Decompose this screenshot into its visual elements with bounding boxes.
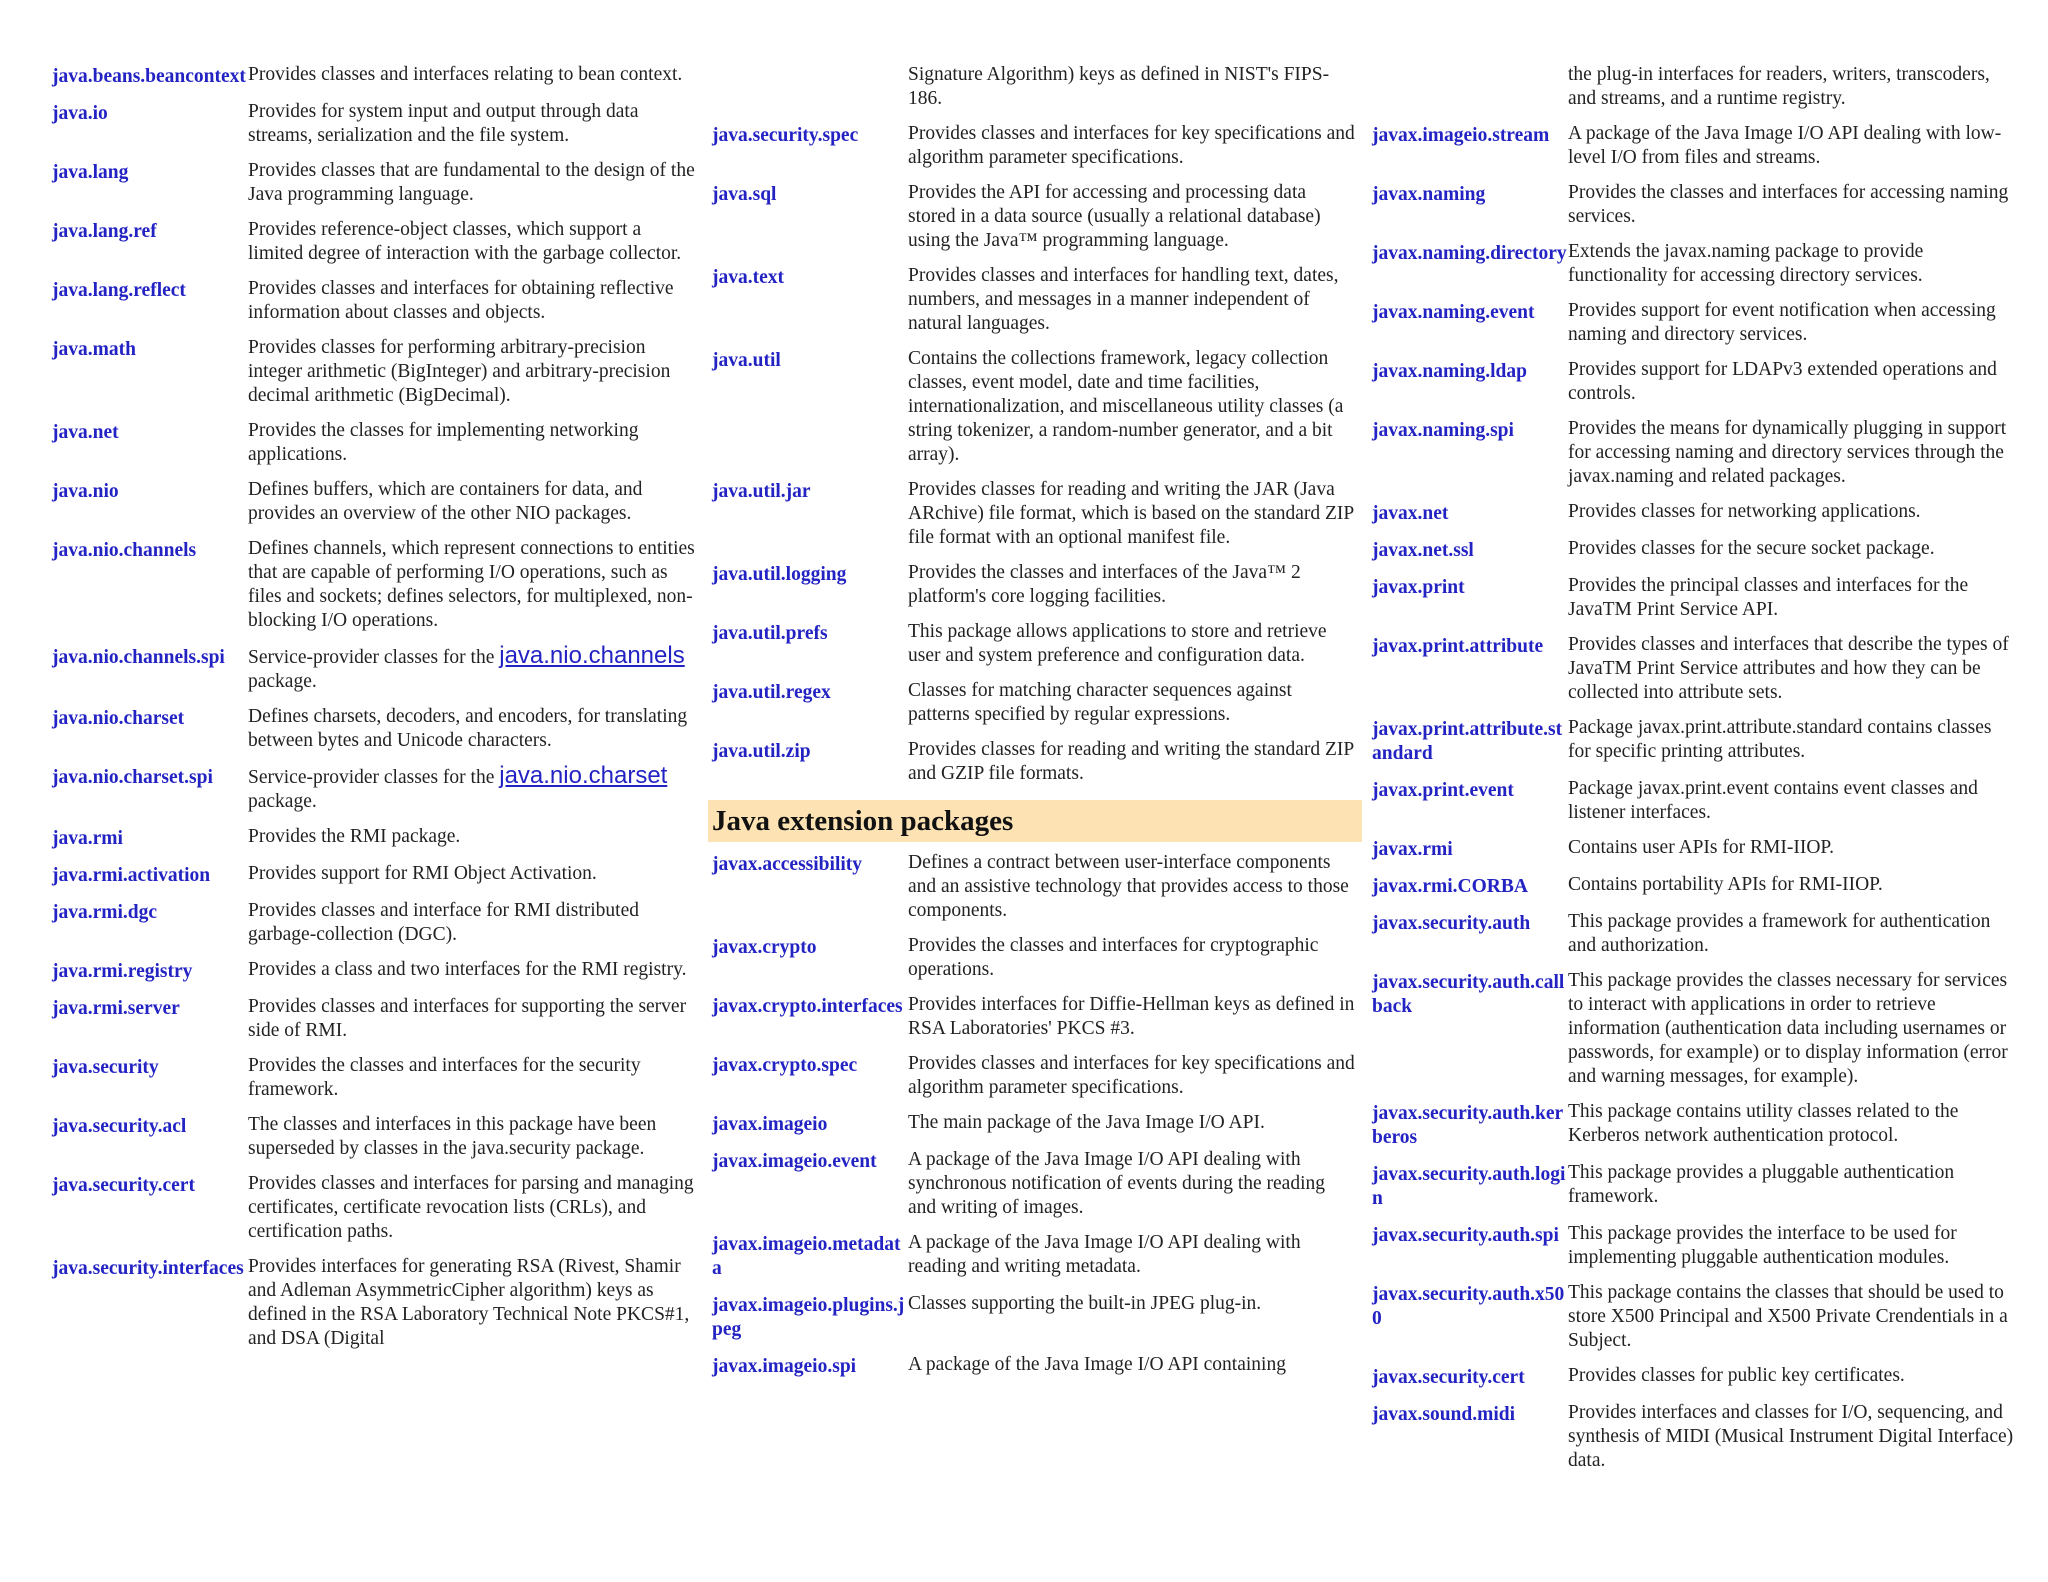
package-name-link[interactable]: javax.naming.spi bbox=[1372, 420, 1514, 441]
package-description: A package of the Java Image I/O API dealing with low-level I/O from files and streams. bbox=[1568, 123, 2002, 168]
package-description: Classes for matching character sequences against patterns specified by regular expressions. bbox=[908, 680, 1292, 725]
package-description: Contains portability APIs for RMI-IIOP. bbox=[1568, 874, 1883, 895]
package-row bbox=[712, 1108, 1362, 1145]
package-name-link[interactable]: javax.imageio.event bbox=[712, 1151, 877, 1172]
package-row bbox=[52, 60, 702, 97]
package-name-link[interactable]: java.util.jar bbox=[712, 481, 811, 502]
package-name-link[interactable]: javax.naming.ldap bbox=[1372, 361, 1527, 382]
package-name-link[interactable]: javax.security.auth bbox=[1372, 913, 1531, 934]
package-name-link[interactable]: java.rmi.server bbox=[52, 998, 180, 1019]
package-name-link[interactable]: javax.net bbox=[1372, 503, 1449, 524]
package-row bbox=[712, 178, 1362, 261]
package-name-link[interactable]: java.util.regex bbox=[712, 682, 831, 703]
package-row bbox=[1372, 907, 2022, 966]
package-row bbox=[712, 1350, 1362, 1387]
package-row bbox=[52, 896, 702, 955]
package-name-link[interactable]: javax.naming.directory bbox=[1372, 243, 1567, 264]
column-1 bbox=[52, 60, 702, 1359]
package-description: Provides the API for accessing and processing data stored in a data source (usually a relational database) using the Java™ programming language. bbox=[908, 182, 1321, 251]
package-name-link[interactable]: java.rmi.dgc bbox=[52, 902, 158, 923]
package-description: Provides classes and interfaces that describe the types of JavaTM Print Service attributes and how they can be collected into attribute sets. bbox=[1568, 634, 2009, 703]
section-heading: Java extension packages bbox=[708, 800, 1362, 842]
package-name-link[interactable]: java.nio.channels bbox=[52, 540, 197, 561]
package-name-link[interactable]: java.rmi.activation bbox=[52, 865, 211, 886]
package-name-link[interactable]: java.security.interfaces bbox=[52, 1258, 244, 1279]
package-description: Provides classes and interfaces for obtaining reflective information about classes and objects. bbox=[248, 278, 674, 323]
package-name-link[interactable]: java.util bbox=[712, 350, 781, 371]
package-row bbox=[52, 97, 702, 156]
package-name-link[interactable]: javax.rmi bbox=[1372, 839, 1453, 860]
package-row bbox=[52, 702, 702, 761]
package-description: Provides interfaces and classes for I/O, sequencing, and synthesis of MIDI (Musical Instrument Digital Interface) data. bbox=[1568, 1402, 2014, 1471]
package-name-link[interactable]: javax.imageio.spi bbox=[712, 1356, 857, 1377]
package-description: Contains user APIs for RMI-IIOP. bbox=[1568, 837, 1834, 858]
package-description: Provides classes for reading and writing the standard ZIP and GZIP file formats. bbox=[908, 739, 1354, 784]
package-description: The classes and interfaces in this package have been superseded by classes in the java.security package. bbox=[248, 1114, 657, 1159]
package-row bbox=[1372, 713, 2022, 774]
package-description: Provides the means for dynamically plugging in support for accessing naming and directory services through the javax.naming and related packages. bbox=[1568, 418, 2007, 487]
package-row bbox=[52, 822, 702, 859]
package-description: Provides classes and interfaces relating to bean context. bbox=[248, 64, 683, 85]
package-row bbox=[1372, 774, 2022, 833]
package-name-link[interactable]: java.security.cert bbox=[52, 1175, 195, 1196]
package-name-link[interactable]: java.lang.reflect bbox=[52, 280, 186, 301]
package-description: Provides the classes and interfaces of the Java™ 2 platform's core logging facilities. bbox=[908, 562, 1301, 607]
package-row bbox=[1372, 870, 2022, 907]
package-description: Provides support for LDAPv3 extended operations and controls. bbox=[1568, 359, 1997, 404]
package-description bbox=[248, 644, 702, 694]
package-name-link[interactable]: java.rmi.registry bbox=[52, 961, 193, 982]
package-row bbox=[52, 416, 702, 475]
package-row bbox=[712, 119, 1362, 178]
package-description: Provides classes for networking applications. bbox=[1568, 501, 1921, 522]
package-link[interactable]: java.nio.charset bbox=[499, 762, 668, 789]
package-row bbox=[712, 735, 1362, 794]
package-name-link[interactable]: java.math bbox=[52, 339, 136, 360]
package-name-link[interactable]: java.text bbox=[712, 267, 785, 288]
package-row bbox=[1372, 497, 2022, 534]
extension-packages bbox=[712, 848, 1362, 1387]
package-row bbox=[712, 475, 1362, 558]
package-description: Provides classes and interfaces for handling text, dates, numbers, and messages in a manner independent of natural languages. bbox=[908, 265, 1339, 334]
package-description: Provides classes and interfaces for parsing and managing certificates, certificate revocation lists (CRLs), and certification paths. bbox=[248, 1173, 694, 1242]
column-3 bbox=[1372, 60, 2022, 1481]
package-row bbox=[52, 641, 702, 702]
package-row bbox=[52, 1169, 702, 1252]
package-name-link[interactable]: javax.naming.event bbox=[1372, 302, 1535, 323]
package-row bbox=[1372, 1158, 2022, 1219]
package-description: Provides the classes and interfaces for accessing naming services. bbox=[1568, 182, 2009, 227]
package-row bbox=[712, 617, 1362, 676]
package-description: Provides support for RMI Object Activation. bbox=[248, 863, 597, 884]
package-name-link[interactable]: javax.net.ssl bbox=[1372, 540, 1474, 561]
package-description: the plug-in interfaces for readers, writers, transcoders, and streams, and a runtime registry. bbox=[1568, 64, 1990, 109]
package-name-link[interactable]: javax.security.auth.login bbox=[1372, 1164, 1566, 1209]
package-name-link[interactable]: java.util.zip bbox=[712, 741, 811, 762]
package-description: Provides classes for the secure socket package. bbox=[1568, 538, 1935, 559]
core-packages-continued bbox=[712, 60, 1362, 794]
package-name-link[interactable]: java.lang bbox=[52, 162, 129, 183]
package-row bbox=[712, 931, 1362, 990]
package-row bbox=[712, 990, 1362, 1049]
package-row bbox=[1372, 1097, 2022, 1158]
package-row bbox=[712, 1228, 1362, 1289]
package-description: Provides classes that are fundamental to the design of the Java programming language. bbox=[248, 160, 695, 205]
package-name-link[interactable]: javax.security.auth.spi bbox=[1372, 1225, 1559, 1246]
description-text: package. bbox=[248, 791, 317, 812]
package-name-link[interactable]: javax.imageio.plugins.jpeg bbox=[712, 1295, 905, 1340]
package-name-link[interactable]: java.beans.beancontext bbox=[52, 66, 246, 87]
package-description: Provides classes for public key certificates. bbox=[1568, 1365, 1905, 1386]
package-description: Provides support for event notification when accessing naming and directory services. bbox=[1568, 300, 1996, 345]
package-description: A package of the Java Image I/O API dealing with synchronous notification of events during the reading and writing of images. bbox=[908, 1149, 1325, 1218]
package-row bbox=[1372, 1219, 2022, 1278]
package-description bbox=[248, 764, 702, 814]
package-description: Contains the collections framework, legacy collection classes, event model, date and time facilities, internationalization, and miscellaneous utility classes (a string tokenizer, a random-number generator, and a bit array). bbox=[908, 348, 1344, 465]
package-row bbox=[1372, 833, 2022, 870]
package-row bbox=[1372, 966, 2022, 1097]
package-row bbox=[52, 1051, 702, 1110]
description-text: Service-provider classes for the bbox=[248, 647, 500, 668]
package-name-link[interactable]: java.nio bbox=[52, 481, 119, 502]
package-row bbox=[52, 992, 702, 1051]
package-row bbox=[1372, 237, 2022, 296]
package-row bbox=[712, 1145, 1362, 1228]
package-row bbox=[712, 344, 1362, 475]
package-description: Package javax.print.attribute.standard contains classes for specific printing attributes. bbox=[1568, 717, 1992, 762]
package-description: This package contains the classes that should be used to store X500 Principal and X500 Private Crendentials in a Subject. bbox=[1568, 1282, 2008, 1351]
package-name-link[interactable]: java.util.logging bbox=[712, 564, 847, 585]
package-name-link[interactable]: java.net bbox=[52, 422, 119, 443]
package-row bbox=[712, 261, 1362, 344]
package-name-link[interactable]: javax.print.attribute bbox=[1372, 636, 1544, 657]
package-row bbox=[1372, 1361, 2022, 1398]
package-row bbox=[52, 215, 702, 274]
package-description: Defines charsets, decoders, and encoders, for translating between bytes and Unicode characters. bbox=[248, 706, 688, 751]
package-description: The main package of the Java Image I/O API. bbox=[908, 1112, 1265, 1133]
package-row bbox=[712, 848, 1362, 931]
package-description: Provides a class and two interfaces for the RMI registry. bbox=[248, 959, 687, 980]
package-description: This package provides the interface to be used for implementing pluggable authentication modules. bbox=[1568, 1223, 1957, 1268]
package-row bbox=[1372, 630, 2022, 713]
package-name-link[interactable]: java.security bbox=[52, 1057, 159, 1078]
package-description: Provides the classes for implementing networking applications. bbox=[248, 420, 639, 465]
package-description: Provides classes and interfaces for key specifications and algorithm parameter specifications. bbox=[908, 1053, 1355, 1098]
package-row bbox=[1372, 60, 2022, 119]
package-row bbox=[52, 475, 702, 534]
package-name-link[interactable]: java.util.prefs bbox=[712, 623, 828, 644]
package-row bbox=[712, 558, 1362, 617]
package-description: Provides the principal classes and interfaces for the JavaTM Print Service API. bbox=[1568, 575, 1969, 620]
package-description: A package of the Java Image I/O API dealing with reading and writing metadata. bbox=[908, 1232, 1301, 1277]
package-row bbox=[52, 955, 702, 992]
package-row bbox=[712, 1049, 1362, 1108]
package-name-link[interactable]: java.nio.channels.spi bbox=[52, 647, 225, 668]
package-description: This package provides a pluggable authentication framework. bbox=[1568, 1162, 1955, 1207]
package-name-link[interactable]: java.sql bbox=[712, 184, 777, 205]
package-name-link[interactable]: java.security.spec bbox=[712, 125, 859, 146]
package-row bbox=[1372, 534, 2022, 571]
package-description: Signature Algorithm) keys as defined in NIST's FIPS-186. bbox=[908, 64, 1330, 109]
package-name-link[interactable]: java.io bbox=[52, 103, 108, 124]
package-row bbox=[1372, 119, 2022, 178]
package-row bbox=[1372, 414, 2022, 497]
package-name-link[interactable]: javax.naming bbox=[1372, 184, 1486, 205]
package-description: Provides interfaces for generating RSA (Rivest, Shamir and Adleman AsymmetricCipher algorithm) keys as defined in the RSA Laboratory Technical Note PKCS#1, and DSA (Digital bbox=[248, 1256, 690, 1349]
package-row bbox=[1372, 296, 2022, 355]
package-name-link[interactable]: javax.crypto.spec bbox=[712, 1055, 858, 1076]
package-description: Provides for system input and output through data streams, serialization and the file system. bbox=[248, 101, 639, 146]
package-description: Provides classes and interfaces for supporting the server side of RMI. bbox=[248, 996, 687, 1041]
package-row bbox=[52, 761, 702, 822]
package-description: Defines channels, which represent connections to entities that are capable of performing I/O operations, such as files and sockets; defines selectors, for multiplexed, non-blocking I/O operations. bbox=[248, 538, 695, 631]
package-link[interactable]: java.nio.channels bbox=[499, 642, 685, 669]
package-description: Defines buffers, which are containers for data, and provides an overview of the other NIO packages. bbox=[248, 479, 643, 524]
package-name-link[interactable]: javax.imageio.metadata bbox=[712, 1234, 901, 1279]
package-name-link[interactable]: javax.print bbox=[1372, 577, 1465, 598]
package-row bbox=[1372, 571, 2022, 630]
package-description: Provides classes and interface for RMI distributed garbage-collection (DGC). bbox=[248, 900, 639, 945]
package-row bbox=[52, 859, 702, 896]
package-name-link[interactable]: javax.print.attribute.standard bbox=[1372, 719, 1563, 764]
package-description: Provides the RMI package. bbox=[248, 826, 461, 847]
description-text: package. bbox=[248, 671, 317, 692]
package-row bbox=[1372, 178, 2022, 237]
package-row bbox=[52, 1110, 702, 1169]
package-row bbox=[52, 1252, 702, 1359]
package-name-link[interactable]: java.security.acl bbox=[52, 1116, 187, 1137]
package-name-link[interactable]: javax.imageio bbox=[712, 1114, 828, 1135]
package-description: This package provides a framework for authentication and authorization. bbox=[1568, 911, 1991, 956]
package-row bbox=[1372, 355, 2022, 414]
package-name-link[interactable]: javax.sound.midi bbox=[1372, 1404, 1516, 1425]
package-row bbox=[712, 1289, 1362, 1350]
package-row bbox=[1372, 1398, 2022, 1481]
package-description: Provides classes for reading and writing the JAR (Java ARchive) file format, which is based on the standard ZIP file format with an optional manifest file. bbox=[908, 479, 1354, 548]
package-row bbox=[52, 274, 702, 333]
package-description: Extends the javax.naming package to provide functionality for accessing directory services. bbox=[1568, 241, 1924, 286]
package-name-link[interactable]: javax.accessibility bbox=[712, 854, 863, 875]
package-description: A package of the Java Image I/O API containing bbox=[908, 1354, 1286, 1375]
package-name-link[interactable]: javax.print.event bbox=[1372, 780, 1514, 801]
package-description: Defines a contract between user-interface components and an assistive technology that provides access to those components. bbox=[908, 852, 1349, 921]
package-name-link[interactable]: javax.rmi.CORBA bbox=[1372, 876, 1528, 897]
package-description: Provides the classes and interfaces for the security framework. bbox=[248, 1055, 641, 1100]
package-name-link[interactable]: java.nio.charset bbox=[52, 708, 185, 729]
package-name-link[interactable]: javax.imageio.stream bbox=[1372, 125, 1550, 146]
package-name-link[interactable]: java.lang.ref bbox=[52, 221, 157, 242]
column-2 bbox=[712, 60, 1362, 1387]
package-description: Provides interfaces for Diffie-Hellman keys as defined in RSA Laboratories' PKCS #3. bbox=[908, 994, 1355, 1039]
package-row bbox=[52, 156, 702, 215]
package-description: Provides classes for performing arbitrary-precision integer arithmetic (BigInteger) and arbitrary-precision decimal arithmetic (BigDecimal). bbox=[248, 337, 671, 406]
package-description: Provides classes and interfaces for key specifications and algorithm parameter specifications. bbox=[908, 123, 1355, 168]
package-description: This package contains utility classes related to the Kerberos network authentication protocol. bbox=[1568, 1101, 1959, 1146]
package-row bbox=[712, 676, 1362, 735]
package-name-link[interactable]: javax.security.auth.callback bbox=[1372, 972, 1565, 1017]
package-description: Package javax.print.event contains event classes and listener interfaces. bbox=[1568, 778, 1978, 823]
package-name-link[interactable]: javax.crypto bbox=[712, 937, 817, 958]
package-row bbox=[712, 60, 1362, 119]
package-name-link[interactable]: javax.security.cert bbox=[1372, 1367, 1525, 1388]
package-row bbox=[52, 333, 702, 416]
package-description: Provides the classes and interfaces for cryptographic operations. bbox=[908, 935, 1319, 980]
package-description: This package allows applications to store and retrieve user and system preference and configuration data. bbox=[908, 621, 1327, 666]
package-description: Classes supporting the built-in JPEG plug-in. bbox=[908, 1293, 1262, 1314]
package-name-link[interactable]: javax.security.auth.x500 bbox=[1372, 1284, 1565, 1329]
package-name-link[interactable]: javax.crypto.interfaces bbox=[712, 996, 903, 1017]
description-text: Service-provider classes for the bbox=[248, 767, 500, 788]
package-description: Provides reference-object classes, which support a limited degree of interaction with the garbage collector. bbox=[248, 219, 682, 264]
package-description: This package provides the classes necessary for services to interact with applications in order to retrieve information (authentication data including usernames or passwords, for example) or to display information (error and warning messages, for example). bbox=[1568, 970, 2008, 1087]
package-name-link[interactable]: java.nio.charset.spi bbox=[52, 767, 213, 788]
package-row bbox=[1372, 1278, 2022, 1361]
package-name-link[interactable]: java.rmi bbox=[52, 828, 123, 849]
package-row bbox=[52, 534, 702, 641]
package-name-link[interactable]: javax.security.auth.kerberos bbox=[1372, 1103, 1564, 1148]
